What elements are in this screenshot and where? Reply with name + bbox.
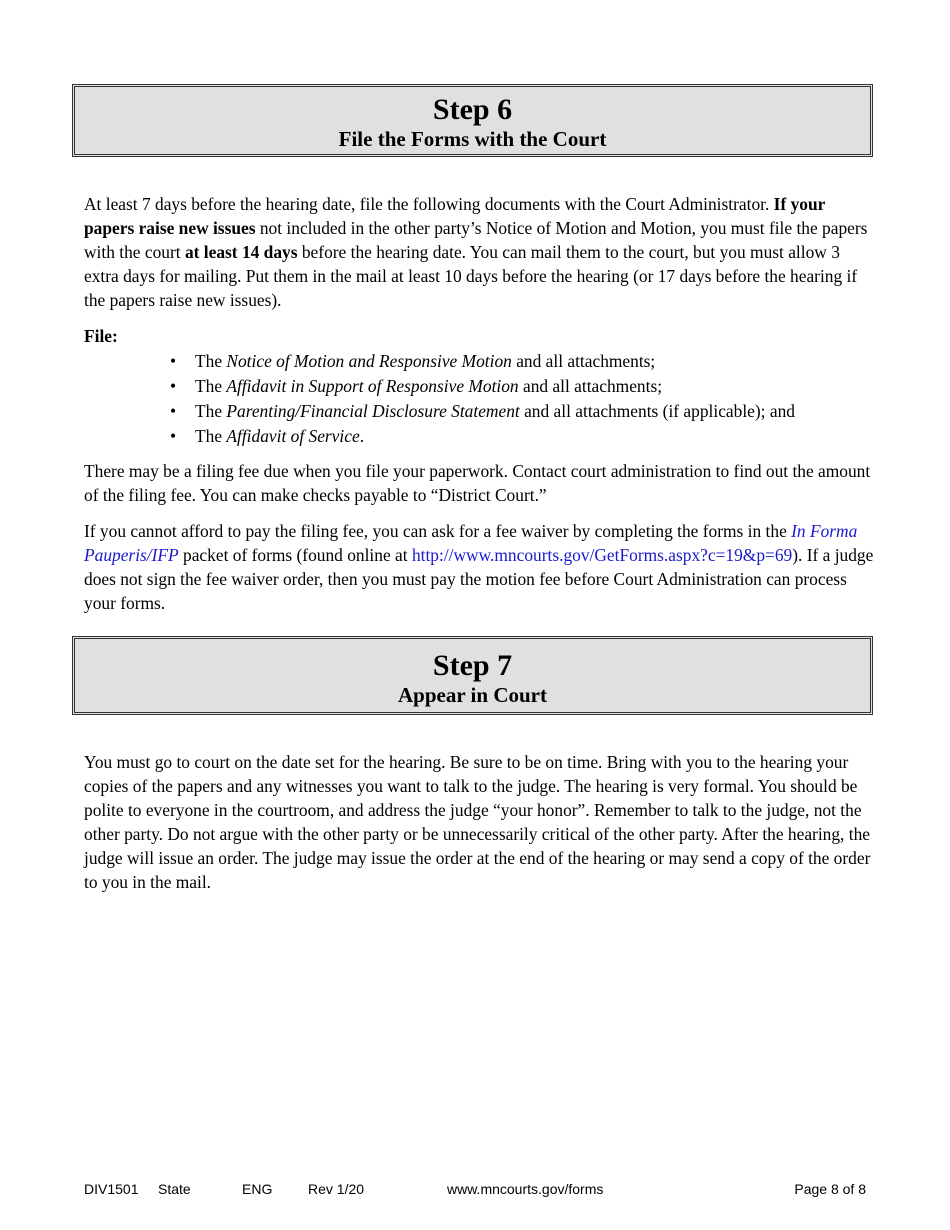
footer-revision: Rev 1/20	[308, 1181, 365, 1197]
file-list	[170, 349, 870, 449]
item-post: and all attachments;	[518, 376, 663, 396]
footer-form-id: DIV1501	[84, 1181, 139, 1197]
step-6-header	[72, 84, 873, 157]
waiver-text-1: If you cannot afford to pay the filing fee, you can ask for a fee waiver by completing the forms in the	[84, 521, 792, 541]
waiver-text-3: ). If a judge does not sign the fee waiver order, then you must pay the motion fee before Court Administration can process your forms.	[84, 545, 874, 613]
step-7-body: You must go to court on the date set for the hearing. Be sure to be on time. Bring with you to the hearing your copies of the papers and any witnesses you want to talk to the judge. The hearing is very formal. You should be polite to everyone in the courtroom, and address the judge “your honor”. Remember to talk to the judge, not the other party. Do not argue with the other party or be unnecessarily critical of the other party. After the hearing, the judge will issue an order. The judge may issue the order at the end of the hearing or may send a copy of the order to you in the mail.	[84, 752, 871, 892]
item-title: Affidavit in Support of Responsive Motion	[226, 376, 519, 396]
intro-text-1: At least 7 days before the hearing date, file the following documents with the Court Administrator.	[84, 194, 774, 214]
intro-bold-1: If your papers raise new issues	[84, 194, 826, 238]
step-6-intro	[84, 192, 874, 312]
intro-bold-2: at least 14 days	[184, 242, 298, 262]
step-7-number: Step 7	[432, 649, 513, 682]
intro-text-3: before the hearing date. You can mail them to the court, but you must allow 3 extra days for mailing. Put them in the mail at least 10 days before the hearing (or 17 days before the hearing if the papers raise new issues).	[84, 242, 858, 310]
list-item	[170, 424, 870, 449]
step-7-title: Appear in Court	[398, 683, 547, 707]
waiver-text-2: packet of forms (found online at	[178, 545, 412, 565]
item-post: and all attachments (if applicable); and	[519, 401, 795, 421]
step-6-title: File the Forms with the Court	[338, 127, 607, 151]
waiver-paragraph	[84, 519, 874, 615]
footer-url[interactable]: www.mncourts.gov/forms	[447, 1181, 604, 1197]
fee-paragraph: There may be a filing fee due when you file your paperwork. Contact court administration to find out the amount of the filing fee. You can make checks payable to “District Court.”	[84, 461, 871, 505]
item-post: .	[359, 426, 365, 446]
item-title: Parenting/Financial Disclosure Statement	[226, 401, 520, 421]
step-7-header	[72, 636, 873, 715]
footer-language: ENG	[242, 1181, 273, 1197]
item-pre: The	[195, 351, 227, 371]
list-item	[170, 374, 870, 399]
list-item	[170, 349, 870, 374]
item-title: Notice of Motion and Responsive Motion	[226, 351, 512, 371]
footer-scope: State	[158, 1181, 191, 1197]
intro-text-2: not included in the other party’s Notice of Motion and Motion, you must file the papers with the court	[84, 218, 868, 262]
forms-url-link[interactable]: http://www.mncourts.gov/GetForms.aspx?c=19&p=69	[411, 545, 793, 565]
file-label: File:	[84, 326, 118, 346]
footer-page-number: Page 8 of 8	[794, 1181, 866, 1197]
list-item	[170, 399, 870, 424]
item-title: Affidavit of Service	[226, 426, 360, 446]
ifp-link[interactable]: In Forma Pauperis/IFP	[84, 521, 858, 565]
item-pre: The	[195, 401, 227, 421]
step-6-number: Step 6	[432, 93, 513, 126]
item-pre: The	[195, 376, 227, 396]
item-pre: The	[195, 426, 227, 446]
item-post: and all attachments;	[511, 351, 656, 371]
